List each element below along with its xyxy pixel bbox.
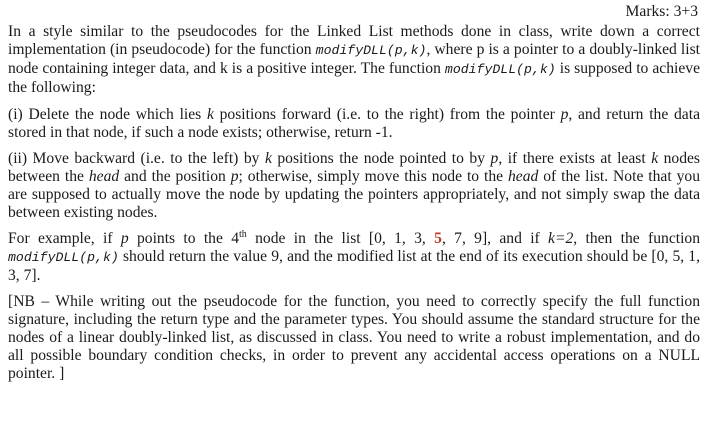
function-name: modifyDLL(p,k) <box>8 250 119 265</box>
intro-paragraph: In a style similar to the pseudocodes for the Linked List methods done in class, write down a correct implementation (in pseudocode) for the function modifyDLL(p,k), where p is a pointer to a doubly-linked list node containing integer data, and k is a positive integer. The function modifyDLL(p,k) is supposed to achieve the following: <box>8 23 700 96</box>
marks-label: Marks: 3+3 <box>625 3 698 20</box>
question-page <box>8 0 700 383</box>
note-paragraph: [NB – While writing out the pseudocode for the function, you need to correctly specify the full function signature, including the return type and the parameter types. You should assume the standard structure for the nodes of a linear doubly-linked list, as discussed in class. You need to write a robust implementation, and do all possible boundary condition checks, in order to prevent any accidental access operations on a NULL pointer. ] <box>8 293 700 382</box>
function-name: modifyDLL(p,k) <box>315 43 427 58</box>
example-paragraph: For example, if p points to the 4th node in the list [0, 1, 3, 5, 7, 9], and if k=2, then the function modifyDLL(p,k) should return the value 9, and the modified list at the end of its execution should be [0, 5, 1, 3, 7]. <box>8 228 701 284</box>
part-ii-paragraph: (ii) Move backward (i.e. to the left) by k positions the node pointed to by p, if there exists at least k nodes between the head and the position p; otherwise, simply move this node to the head of the list. Note that you are supposed to actually move the node by updating the pointers appropriately, and not simply swap the data between existing nodes. <box>8 150 700 221</box>
part-i-paragraph: (i) Delete the node which lies k positions forward (i.e. to the right) from the pointer p, and return the data stored in that node, if such a node exists; otherwise, return -1. <box>8 106 700 141</box>
highlighted-value: 5 <box>434 230 442 247</box>
function-name: modifyDLL(p,k) <box>444 62 556 77</box>
